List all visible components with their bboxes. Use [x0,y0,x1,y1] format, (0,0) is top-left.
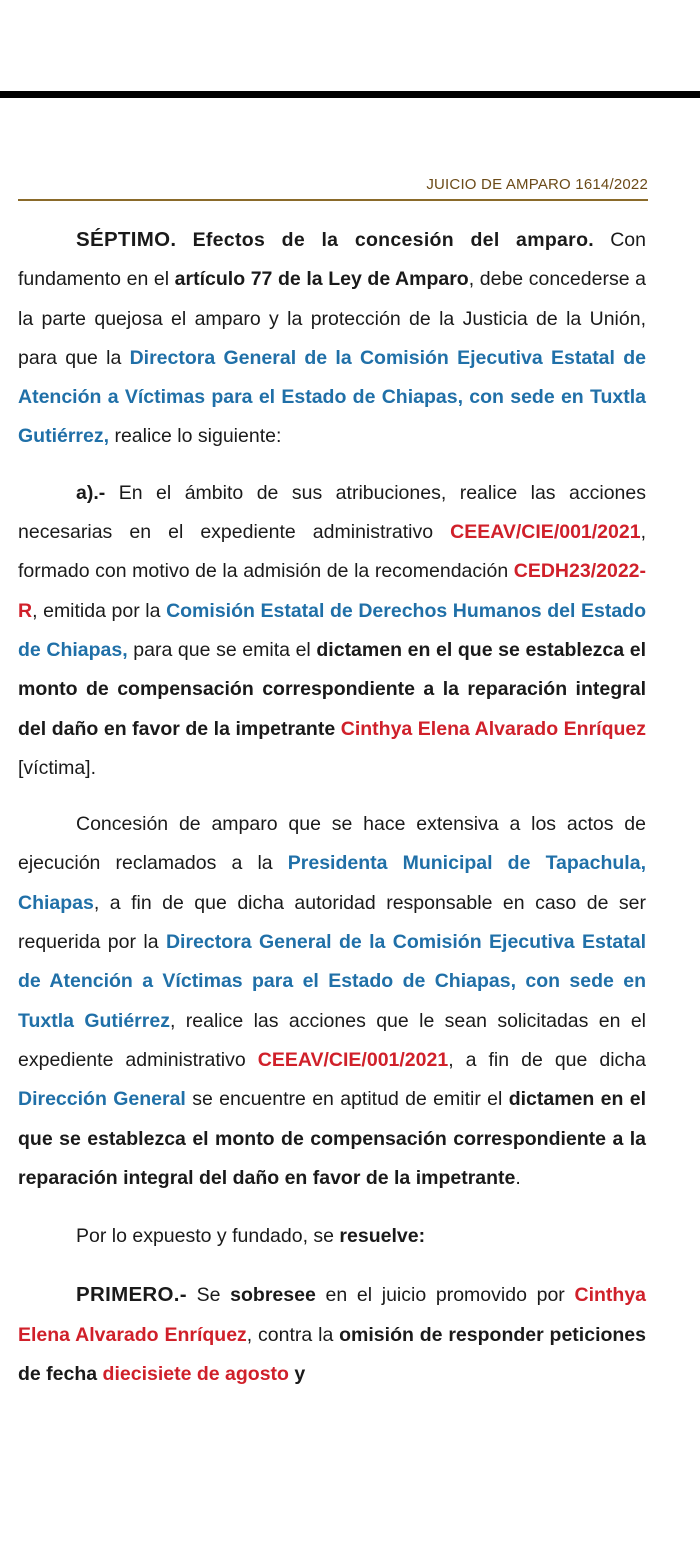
text-span: , realice las acciones que le sean solicitadas en el expediente administrativo [18,1009,646,1071]
paragraph-a [18,474,646,788]
authority-name: Directora General de la Comisión Ejecutiva Estatal de Atención a Víctimas para el Estado de Chiapas, con sede en Tuxtla Gutiérrez [18,931,646,1032]
septimo-heading: SÉPTIMO. [76,228,177,251]
text-span: [víctima]. [18,756,97,779]
recommendation-number: CEDH23/2022-R [18,560,646,622]
text-span: Concesión de amparo que se hace extensiva a los actos de ejecución reclamados a la [18,813,646,875]
resolve-word: resuelve: [339,1225,426,1248]
victim-name: Cinthya Elena Alvarado Enríquez [340,717,646,740]
header-rule [18,199,648,201]
dictamen-text: dictamen en el que se establezca el monto de compensación correspondiente a la reparación integral del daño en favor de la impetrante [18,1088,647,1189]
text-span: en el juicio promovido por [315,1284,575,1307]
item-a-label: a).- [76,481,106,504]
sobresee-word: sobresee [230,1284,316,1307]
text-span: se encuentre en aptitud de emitir el [185,1088,509,1111]
top-rule [0,91,700,98]
article-reference: artículo 77 de la Ley de Amparo [174,268,469,291]
text-span: Por lo expuesto y fundado, se [76,1225,340,1248]
text-span: , a fin de que dicha autoridad responsable en caso de ser requerida por la [18,891,646,954]
text-span: realice lo siguiente: [109,425,282,448]
file-number: CEEAV/CIE/001/2021 [257,1048,449,1071]
paragraph-primero [18,1275,646,1394]
text-span: , emitida por la [32,599,167,622]
text-span: En el ámbito de sus atribuciones, realice las acciones necesarias en el expediente administrativo [18,481,646,544]
authority-name: Directora General de la Comisión Ejecutiva Estatal de Atención a Víctimas para el Estado de Chiapas, con sede en Tuxtla Gutiérrez, [18,346,646,448]
dictamen-text: dictamen en el que se establezca el monto de compensación correspondiente a la reparación integral del daño en favor de la impetrante [18,638,646,740]
text-span [176,229,192,251]
effects-heading: Efectos de la concesión del amparo. [192,229,595,251]
text-span: , a fin de que dicha [448,1048,647,1071]
text-span: , debe concederse a la parte quejosa el amparo y la protección de la Justicia de la Unión, para que la [18,268,646,369]
file-number: CEEAV/CIE/001/2021 [450,521,641,544]
document-body [18,220,646,1394]
commission-name: Comisión Estatal de Derechos Humanos del Estado de Chiapas, [18,599,646,661]
paragraph-resolve [18,1217,646,1256]
text-span: , formado con motivo de la admisión de la recomendación [18,521,646,583]
paragraph-concesion [18,805,646,1198]
direction-general: Dirección General [18,1088,186,1111]
text-span: para que se emita el [127,638,317,661]
paragraph-septimo [18,220,646,457]
text-span: Se [186,1284,231,1307]
text-span: Con fundamento en el [18,229,646,291]
omission-text: omisión de responder peticiones de fecha [18,1323,646,1386]
text-span: . [515,1166,521,1189]
text-span: , contra la [246,1323,340,1346]
municipal-authority: Presidenta Municipal de Tapachula, Chiapas [18,852,646,914]
primero-heading: PRIMERO.- [76,1283,187,1307]
date-text: diecisiete de agosto [102,1363,289,1386]
case-number-header: JUICIO DE AMPARO 1614/2022 [426,176,648,193]
text-span: y [294,1363,306,1386]
victim-name: Cinthya Elena Alvarado Enríquez [18,1284,647,1346]
